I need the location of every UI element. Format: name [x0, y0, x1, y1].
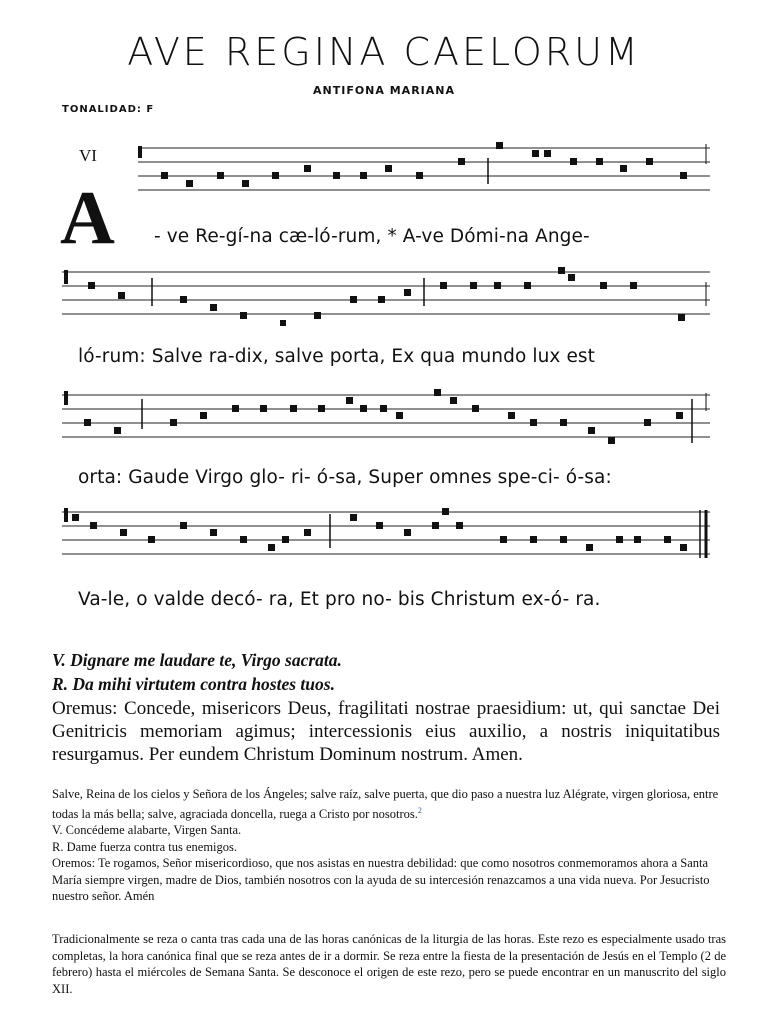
tonalidad-label: TONALIDAD: F [62, 104, 155, 115]
page-subtitle: ANTIFONA MARIANA [313, 84, 455, 97]
spanish-salve-text: Salve, Reina de los cielos y Señora de los Ángeles; salve raíz, salve puerta, que dio paso a nuestra luz Alégrate, virgen gloriosa, entre todas la más bella; salve, agraciada doncella, ruega a Cristo por nosotros. [52, 787, 719, 821]
latin-oremus: Oremus: Concede, misericors Deus, fragilitati nostrae praesidium: ut, qui sanctae Dei Genitricis memoriam agimus; intercessionis eius auxilio, a nostris iniquitatibus resurgamus. Per eundem Christum Dominum nostrum. Amen. [52, 698, 720, 765]
lyric-line-1: - ve Re-gí-na cæ-ló-rum, * A-ve Dómi-na Ange- [154, 226, 590, 247]
page-title: AVE REGINA CAELORUM [127, 30, 641, 74]
staff-3-notation [60, 385, 712, 449]
chant-staff-1 [60, 138, 712, 202]
chant-staff-3 [60, 385, 712, 449]
lyric-line-4: Va-le, o valde decó- ra, Et pro no- bis Christum ex-ó- ra. [78, 589, 601, 610]
historical-note: Tradicionalmente se reza o canta tras cada una de las horas canónicas de la liturgia de las horas. Este rezo es especialmente usado tras completas, la hora canónica final que se reza antes de ir a dormir. Se reza entre la fiesta de la presentación de Jesús en el Templo (2 de febrero) hasta el miércoles de Semana Santa. Se desconoce el origen de este rezo, pero se puede encontrar en un manuscrito del siglo XII. [52, 932, 726, 996]
staff-2-notation [60, 262, 712, 326]
initial-letter: A [60, 176, 115, 260]
lyric-line-2: ló-rum: Salve ra-dix, salve porta, Ex qua mundo lux est [78, 346, 596, 367]
spanish-oremos: Oremos: Te rogamos, Señor misericordioso, que nos asistas en nuestra debilidad: que como nosotros conmemoramos ahora a Santa María siempre virgen, madre de Dios, también nosotros con la ayuda de su intercesión renazcamos a una vida nueva. Por Jesucristo nuestro señor. Amén [52, 856, 710, 904]
spanish-translation [52, 786, 726, 905]
staff-1-notation [60, 138, 712, 202]
chant-staff-4 [60, 502, 712, 566]
spanish-response: R. Dame fuerza contra tus enemigos. [52, 839, 238, 854]
footnote-link[interactable]: 2 [417, 805, 422, 815]
chant-staff-2 [60, 262, 712, 326]
staff-4-notation [60, 502, 712, 574]
latin-response: R. Da mihi virtutem contra hostes tuos. [52, 674, 335, 694]
spanish-salve [52, 786, 726, 822]
latin-versicle: V. Dignare me laudare te, Virgo sacrata. [52, 650, 342, 670]
spanish-versicle: V. Concédeme alabarte, Virgen Santa. [52, 823, 242, 838]
mode-number: VI [79, 146, 97, 165]
lyric-line-3: orta: Gaude Virgo glo- ri- ó-sa, Super omnes spe-ci- ó-sa: [78, 467, 612, 488]
